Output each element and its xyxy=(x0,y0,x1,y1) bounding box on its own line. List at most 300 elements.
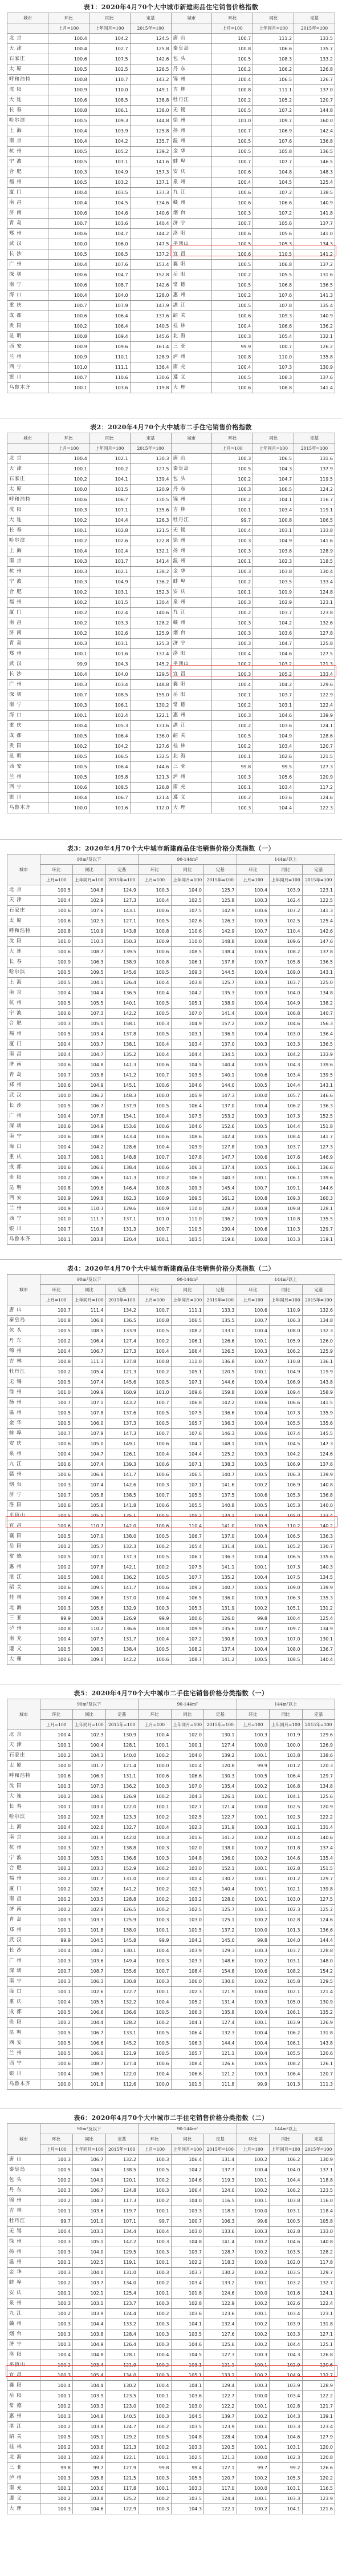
city-name-cell: 昆 明 xyxy=(7,752,48,762)
index-value-cell: 101.0 xyxy=(40,1214,73,1224)
index-value-cell: 100.3 xyxy=(237,1142,270,1152)
index-value-cell: 104.0 xyxy=(73,2247,106,2257)
index-value-cell: 158.9 xyxy=(302,1388,335,1398)
index-value-cell: 104.2 xyxy=(270,1050,303,1060)
index-value-cell: 107.4 xyxy=(73,1377,106,1388)
index-value-cell: 103.6 xyxy=(73,1956,106,1966)
index-value-cell: 126.0 xyxy=(204,1614,237,1624)
city-name-cell: 宁 波 xyxy=(7,1009,40,1019)
city-name-cell: 惠 州 xyxy=(7,2412,40,2422)
index-value-cell: 137.8 xyxy=(105,1029,139,1039)
column-subheader: 2015年=100 xyxy=(105,2144,139,2155)
index-value-cell: 140.0 xyxy=(105,1751,139,1761)
table-row xyxy=(7,383,335,393)
index-value-cell: 100.9 xyxy=(237,1388,270,1398)
index-value-cell: 102.3 xyxy=(171,1987,204,1997)
index-value-cell: 126.8 xyxy=(294,64,335,75)
city-name-cell: 郑 州 xyxy=(7,649,48,659)
table-row xyxy=(7,147,335,157)
city-name-cell: 常 德 xyxy=(171,280,212,291)
index-value-cell: 100.5 xyxy=(139,967,172,978)
index-value-cell: 118.9 xyxy=(204,2206,237,2216)
index-value-cell: 100.2 xyxy=(237,2473,270,2484)
index-value-cell: 100.3 xyxy=(48,167,89,178)
index-value-cell: 127.1 xyxy=(204,2463,237,2473)
index-value-cell: 120.8 xyxy=(302,2453,335,2463)
index-value-cell: 152.6 xyxy=(204,1122,237,1132)
index-value-cell: 103.5 xyxy=(171,2494,204,2504)
column-subheader: 2015年=100 xyxy=(302,2144,335,2155)
index-value-cell: 131.8 xyxy=(302,2028,335,2038)
index-value-cell: 100.4 xyxy=(237,1573,270,1583)
index-value-cell: 100.2 xyxy=(48,515,89,526)
city-name-cell: 厦 门 xyxy=(7,608,48,618)
index-value-cell: 121.9 xyxy=(105,2049,139,2059)
index-value-cell: 106.5 xyxy=(253,454,294,464)
table-row xyxy=(7,2186,335,2196)
index-value-cell: 126.6 xyxy=(204,2059,237,2069)
index-value-cell: 100.2 xyxy=(237,2504,270,2514)
city-name-cell: 泉 州 xyxy=(7,1449,40,1460)
city-name-cell: 北 海 xyxy=(171,752,212,762)
index-value-cell: 100.9 xyxy=(237,1214,270,1224)
index-value-cell: 137.9 xyxy=(105,1101,139,1111)
index-value-cell: 100.5 xyxy=(40,1511,73,1521)
index-value-cell: 130.5 xyxy=(130,495,171,505)
city-name-cell: 烟 台 xyxy=(171,208,212,219)
table-row xyxy=(7,2196,335,2206)
city-name-cell: 哈尔滨 xyxy=(7,967,40,978)
column-header: 同比 xyxy=(171,1285,204,1295)
index-value-cell: 100.5 xyxy=(40,2007,73,2018)
city-name-cell: 无 锡 xyxy=(7,2227,40,2237)
index-value-cell: 100.4 xyxy=(237,2038,270,2049)
city-name-cell: 丹 东 xyxy=(171,64,212,75)
index-value-cell: 103.6 xyxy=(89,383,130,393)
index-value-cell: 121.4 xyxy=(302,1987,335,1997)
index-value-cell: 103.0 xyxy=(270,1894,303,1905)
index-value-cell: 100.2 xyxy=(139,1905,172,1915)
city-name-cell: 武 汉 xyxy=(7,1936,40,1946)
index-value-cell: 100.2 xyxy=(139,1562,172,1573)
index-value-cell: 100.3 xyxy=(40,2340,73,2350)
table-section xyxy=(7,1264,335,1665)
index-value-cell: 130.2 xyxy=(105,2381,139,2391)
index-value-cell: 142.2 xyxy=(105,1009,139,1019)
index-value-cell: 107.2 xyxy=(171,1634,204,1644)
index-value-cell: 106.7 xyxy=(73,2186,106,2196)
index-value-cell: 101.4 xyxy=(171,1874,204,1884)
index-value-cell: 106.1 xyxy=(270,2007,303,2018)
index-value-cell: 134.3 xyxy=(294,239,335,249)
index-value-cell: 100.8 xyxy=(139,1316,172,1326)
index-value-cell: 103.5 xyxy=(171,1235,204,1245)
index-value-cell: 100.5 xyxy=(139,1009,172,1019)
index-value-cell: 125.2 xyxy=(105,2494,139,2504)
index-value-cell: 148.1 xyxy=(204,1439,237,1449)
index-value-cell: 100.6 xyxy=(40,906,73,916)
index-value-cell: 100.1 xyxy=(48,526,89,536)
index-value-cell: 108.4 xyxy=(171,1966,204,1977)
city-name-cell: 乌鲁木齐 xyxy=(7,803,48,813)
table-row xyxy=(7,1802,335,1812)
city-name-cell: 遵 义 xyxy=(7,2494,40,2504)
index-value-cell: 100.5 xyxy=(139,1101,172,1111)
index-value-cell: 100.6 xyxy=(40,1583,73,1593)
index-value-cell: 109.6 xyxy=(270,937,303,947)
index-value-cell: 106.3 xyxy=(171,1163,204,1173)
index-value-cell: 100.2 xyxy=(40,2278,73,2288)
index-value-cell: 100.2 xyxy=(237,2329,270,2340)
city-name-cell: 哈尔滨 xyxy=(7,1812,40,1823)
index-value-cell: 102.1 xyxy=(89,567,130,577)
column-subheader: 2015年=100 xyxy=(204,2144,237,2155)
city-name-cell: 无 锡 xyxy=(171,106,212,116)
price-index-table xyxy=(7,433,335,813)
index-value-cell: 108.1 xyxy=(73,1152,106,1163)
index-value-cell: 100.2 xyxy=(139,2278,172,2288)
table-row xyxy=(7,2175,335,2186)
index-value-cell: 100.3 xyxy=(139,1480,172,1490)
index-value-cell: 124.6 xyxy=(294,793,335,803)
index-value-cell: 102.8 xyxy=(270,1864,303,1874)
index-value-cell: 130.1 xyxy=(302,1634,335,1644)
table-row xyxy=(7,1367,335,1377)
index-value-cell: 100.4 xyxy=(40,2381,73,2391)
index-value-cell: 105.1 xyxy=(171,998,204,1009)
index-value-cell: 100.7 xyxy=(139,1398,172,1408)
index-value-cell: 141.5 xyxy=(302,1398,335,1408)
index-value-cell: 147.7 xyxy=(204,1152,237,1163)
index-value-cell: 100.5 xyxy=(212,373,253,383)
table-row xyxy=(7,2038,335,2049)
index-value-cell: 124.0 xyxy=(204,2186,237,2196)
index-value-cell: 101.6 xyxy=(270,2288,303,2299)
index-value-cell: 133.9 xyxy=(302,1050,335,1060)
city-name-cell: 赣 州 xyxy=(171,618,212,628)
index-value-cell: 102.5 xyxy=(73,2257,106,2268)
city-name-cell: 武 汉 xyxy=(7,1091,40,1101)
index-value-cell: 135.2 xyxy=(105,1050,139,1060)
city-name-cell: 成 都 xyxy=(7,311,48,321)
table-title: 表5：2020年4月70个大中城市二手住宅销售价格分类指数（一） xyxy=(74,1690,268,1697)
index-value-cell: 141.7 xyxy=(105,1583,139,1593)
city-name-cell: 郑 州 xyxy=(7,229,48,239)
index-value-cell: 100.0 xyxy=(237,1235,270,1245)
city-name-cell: 徐 州 xyxy=(171,536,212,546)
table-row xyxy=(7,198,335,208)
index-value-cell: 147.6 xyxy=(302,937,335,947)
city-name-cell: 乌鲁木齐 xyxy=(7,383,48,393)
index-value-cell: 101.9 xyxy=(73,1833,106,1843)
index-value-cell: 100.4 xyxy=(237,2432,270,2442)
index-value-cell: 116.7 xyxy=(294,495,335,505)
index-value-cell: 100.3 xyxy=(139,2504,172,2514)
index-value-cell: 110.9 xyxy=(73,926,106,937)
index-value-cell: 103.8 xyxy=(73,2329,106,2340)
index-value-cell: 135.2 xyxy=(204,1573,237,1583)
index-value-cell: 106.7 xyxy=(89,495,130,505)
index-value-cell: 102.7 xyxy=(89,44,130,54)
index-value-cell: 99.9 xyxy=(139,1936,172,1946)
index-value-cell: 143.2 xyxy=(105,1398,139,1408)
index-value-cell: 133.4 xyxy=(302,1511,335,1521)
index-value-cell: 103.3 xyxy=(73,1915,106,1925)
city-name-cell: 蚌 埠 xyxy=(7,2278,40,2288)
index-value-cell: 138.2 xyxy=(130,567,171,577)
index-value-cell: 135.6 xyxy=(302,1552,335,1562)
index-value-cell: 138.6 xyxy=(302,1751,335,1761)
index-value-cell: 100.7 xyxy=(139,1070,172,1081)
index-value-cell: 106.4 xyxy=(89,762,130,772)
index-value-cell: 129.7 xyxy=(302,2268,335,2278)
index-value-cell: 153.4 xyxy=(130,260,171,270)
index-value-cell: 103.4 xyxy=(171,1039,204,1050)
index-value-cell: 103.3 xyxy=(73,2401,106,2412)
city-name-cell: 徐 州 xyxy=(7,2237,40,2247)
city-name-cell: 泉 州 xyxy=(171,598,212,608)
index-value-cell: 122.9 xyxy=(204,2299,237,2309)
index-value-cell: 103.6 xyxy=(253,793,294,803)
index-value-cell: 100.3 xyxy=(212,803,253,813)
index-value-cell: 148.8 xyxy=(130,680,171,690)
index-value-cell: 104.0 xyxy=(171,885,204,896)
index-value-cell: 100.5 xyxy=(212,301,253,311)
index-value-cell: 161.4 xyxy=(130,342,171,352)
column-header: 定基 xyxy=(204,2134,237,2144)
table-row xyxy=(7,95,335,106)
index-value-cell: 100.0 xyxy=(237,2484,270,2494)
index-value-cell: 100.1 xyxy=(40,2484,73,2494)
index-value-cell: 135.9 xyxy=(302,1408,335,1418)
index-value-cell: 104.8 xyxy=(73,2412,106,2422)
index-value-cell: 100.1 xyxy=(139,2288,172,2299)
index-value-cell: 106.7 xyxy=(89,793,130,803)
index-value-cell: 109.0 xyxy=(270,967,303,978)
index-value-cell: 100.5 xyxy=(212,280,253,291)
index-value-cell: 100.3 xyxy=(139,1915,172,1925)
index-value-cell: 136.6 xyxy=(302,1163,335,1173)
index-value-cell: 125.4 xyxy=(294,178,335,188)
index-value-cell: 147.9 xyxy=(130,301,171,311)
index-value-cell: 103.2 xyxy=(253,659,294,670)
index-value-cell: 100.1 xyxy=(237,1751,270,1761)
index-value-cell: 106.2 xyxy=(270,1101,303,1111)
table-row xyxy=(7,464,335,474)
index-value-cell: 100.3 xyxy=(237,2227,270,2237)
index-value-cell: 100.1 xyxy=(40,2206,73,2216)
index-value-cell: 100.1 xyxy=(237,2278,270,2288)
index-value-cell: 133.1 xyxy=(105,2028,139,2038)
index-value-cell: 106.8 xyxy=(253,280,294,291)
index-value-cell: 119.1 xyxy=(105,2257,139,2268)
city-name-cell: 北 京 xyxy=(7,1730,40,1740)
column-header: 城市 xyxy=(7,854,40,885)
index-value-cell: 100.4 xyxy=(40,988,73,998)
index-value-cell: 100.0 xyxy=(237,2391,270,2401)
index-value-cell: 147.5 xyxy=(130,239,171,249)
index-value-cell: 100.3 xyxy=(40,1833,73,1843)
city-name-cell: 长 春 xyxy=(7,106,48,116)
column-header: 环比 xyxy=(139,865,172,875)
index-value-cell: 100.0 xyxy=(40,1761,73,1771)
index-value-cell: 100.0 xyxy=(237,2453,270,2463)
index-value-cell: 103.7 xyxy=(253,608,294,618)
column-header: 环比 xyxy=(40,1710,73,1720)
table-row xyxy=(7,1593,335,1603)
index-value-cell: 100.8 xyxy=(40,1183,73,1194)
index-value-cell: 107.1 xyxy=(89,157,130,167)
index-value-cell: 106.9 xyxy=(73,1771,106,1781)
city-name-cell: 福 州 xyxy=(7,598,48,608)
area-group-header: 90-144m² xyxy=(139,1699,237,1710)
column-subheader: 上月=100 xyxy=(212,444,253,454)
index-value-cell: 105.7 xyxy=(73,1542,106,1552)
index-value-cell: 136.7 xyxy=(302,1644,335,1655)
city-name-cell: 烟 台 xyxy=(7,1480,40,1490)
index-value-cell: 100.8 xyxy=(139,1183,172,1194)
index-value-cell: 100.6 xyxy=(237,1966,270,1977)
index-value-cell: 100.1 xyxy=(48,649,89,659)
table-row xyxy=(7,1470,335,1480)
index-value-cell: 108.0 xyxy=(270,1644,303,1655)
index-value-cell: 110.0 xyxy=(171,937,204,947)
index-value-cell: 100.2 xyxy=(212,64,253,75)
column-subheader: 2015年=100 xyxy=(302,875,335,885)
index-value-cell: 100.3 xyxy=(139,1956,172,1966)
table-title: 表6：2020年4月70个大中城市二手住宅销售价格分类指数（二） xyxy=(74,2114,268,2122)
index-value-cell: 100.5 xyxy=(237,947,270,957)
index-value-cell: 103.7 xyxy=(270,978,303,988)
table-row xyxy=(7,546,335,557)
table-row xyxy=(7,1326,335,1336)
index-value-cell: 100.2 xyxy=(237,2371,270,2381)
index-value-cell: 123.6 xyxy=(204,2309,237,2319)
index-value-cell: 100.5 xyxy=(40,1552,73,1562)
table-row xyxy=(7,1843,335,1853)
index-value-cell: 106.5 xyxy=(89,249,130,260)
index-value-cell: 140.0 xyxy=(302,1501,335,1511)
index-value-cell: 100.4 xyxy=(139,2381,172,2391)
index-value-cell: 105.8 xyxy=(270,957,303,967)
index-value-cell: 122.7 xyxy=(204,1812,237,1823)
index-value-cell: 119.6 xyxy=(204,1235,237,1245)
index-value-cell: 103.3 xyxy=(171,2206,204,2216)
index-value-cell: 100.2 xyxy=(237,1843,270,1853)
table-row xyxy=(7,752,335,762)
city-name-cell: 丹 东 xyxy=(171,485,212,495)
index-value-cell: 101.8 xyxy=(73,1925,106,1936)
index-value-cell: 136.8 xyxy=(105,1853,139,1864)
index-value-cell: 100.7 xyxy=(40,1398,73,1408)
index-value-cell: 101.0 xyxy=(40,1388,73,1398)
table-row xyxy=(7,1946,335,1956)
index-value-cell: 128.8 xyxy=(302,1946,335,1956)
index-value-cell: 106.5 xyxy=(171,1470,204,1480)
city-name-cell: 重 庆 xyxy=(7,1997,40,2007)
city-name-cell: 锦 州 xyxy=(7,2196,40,2206)
index-value-cell: 112.6 xyxy=(105,2079,139,2090)
index-value-cell: 137.6 xyxy=(130,311,171,321)
index-value-cell: 146.4 xyxy=(105,1183,139,1194)
city-name-cell: 平顶山 xyxy=(7,1511,40,1521)
table-row xyxy=(7,321,335,332)
index-value-cell: 100.3 xyxy=(48,639,89,649)
index-value-cell: 104.3 xyxy=(253,464,294,474)
column-subheader: 2015年=100 xyxy=(130,444,171,454)
city-name-cell: 韶 关 xyxy=(171,311,212,321)
index-value-cell: 100.1 xyxy=(139,2453,172,2463)
index-value-cell: 124.6 xyxy=(302,1915,335,1925)
index-value-cell: 135.1 xyxy=(105,1511,139,1521)
city-name-cell: 襄 阳 xyxy=(171,680,212,690)
index-value-cell: 104.1 xyxy=(253,495,294,505)
index-value-cell: 106.1 xyxy=(171,957,204,967)
city-name-cell: 韶 关 xyxy=(7,2432,40,2442)
index-value-cell: 141.6 xyxy=(294,536,335,546)
index-value-cell: 135.5 xyxy=(204,1316,237,1326)
index-value-cell: 103.3 xyxy=(270,1039,303,1050)
index-value-cell: 136.5 xyxy=(105,988,139,998)
index-value-cell: 100.7 xyxy=(237,1183,270,1194)
table-row xyxy=(7,772,335,783)
index-value-cell: 100.3 xyxy=(237,1946,270,1956)
column-subheader xyxy=(171,23,212,34)
index-value-cell: 109.8 xyxy=(270,1204,303,1214)
city-name-cell: 乌鲁木齐 xyxy=(7,2079,40,2090)
column-subheader: 2015年=100 xyxy=(294,23,335,34)
index-value-cell: 100.1 xyxy=(40,2288,73,2299)
table-row xyxy=(7,2237,335,2247)
index-value-cell: 109.8 xyxy=(73,1194,106,1204)
table-row xyxy=(7,2299,335,2309)
column-subheader: 上年同月=100 xyxy=(89,444,130,454)
column-header: 环比 xyxy=(237,2134,270,2144)
table-row xyxy=(7,1194,335,1204)
index-value-cell: 119.7 xyxy=(105,2206,139,2216)
city-name-cell: 大 连 xyxy=(7,95,48,106)
column-subheader: 上月=100 xyxy=(139,2144,172,2155)
index-value-cell: 106.4 xyxy=(89,311,130,321)
column-subheader: 上月=100 xyxy=(40,2144,73,2155)
index-value-cell: 102.6 xyxy=(89,628,130,639)
index-value-cell: 100.6 xyxy=(237,1429,270,1439)
section-divider xyxy=(0,839,342,840)
index-value-cell: 103.0 xyxy=(171,2227,204,2237)
index-value-cell: 162.3 xyxy=(105,1194,139,1204)
index-value-cell: 100.1 xyxy=(139,2257,172,2268)
index-value-cell: 105.2 xyxy=(89,147,130,157)
index-value-cell: 100.2 xyxy=(139,1874,172,1884)
table-row xyxy=(7,229,335,239)
index-value-cell: 100.1 xyxy=(237,1542,270,1552)
index-value-cell: 108.7 xyxy=(73,2059,106,2069)
index-value-cell: 108.7 xyxy=(73,1966,106,1977)
index-value-cell: 142.0 xyxy=(105,1521,139,1531)
index-value-cell: 155.0 xyxy=(130,690,171,700)
index-value-cell: 100.5 xyxy=(139,998,172,1009)
city-name-cell: 南 昌 xyxy=(7,198,48,208)
index-value-cell: 106.9 xyxy=(73,2069,106,2079)
table-row xyxy=(7,260,335,270)
index-value-cell: 104.0 xyxy=(171,2196,204,2206)
city-name-cell: 吉 林 xyxy=(7,1357,40,1367)
column-subheader: 上月=100 xyxy=(212,23,253,34)
index-value-cell: 135.4 xyxy=(302,1853,335,1864)
index-value-cell: 100.3 xyxy=(237,1111,270,1122)
index-value-cell: 107.1 xyxy=(89,505,130,515)
index-value-cell: 100.2 xyxy=(40,2018,73,2028)
